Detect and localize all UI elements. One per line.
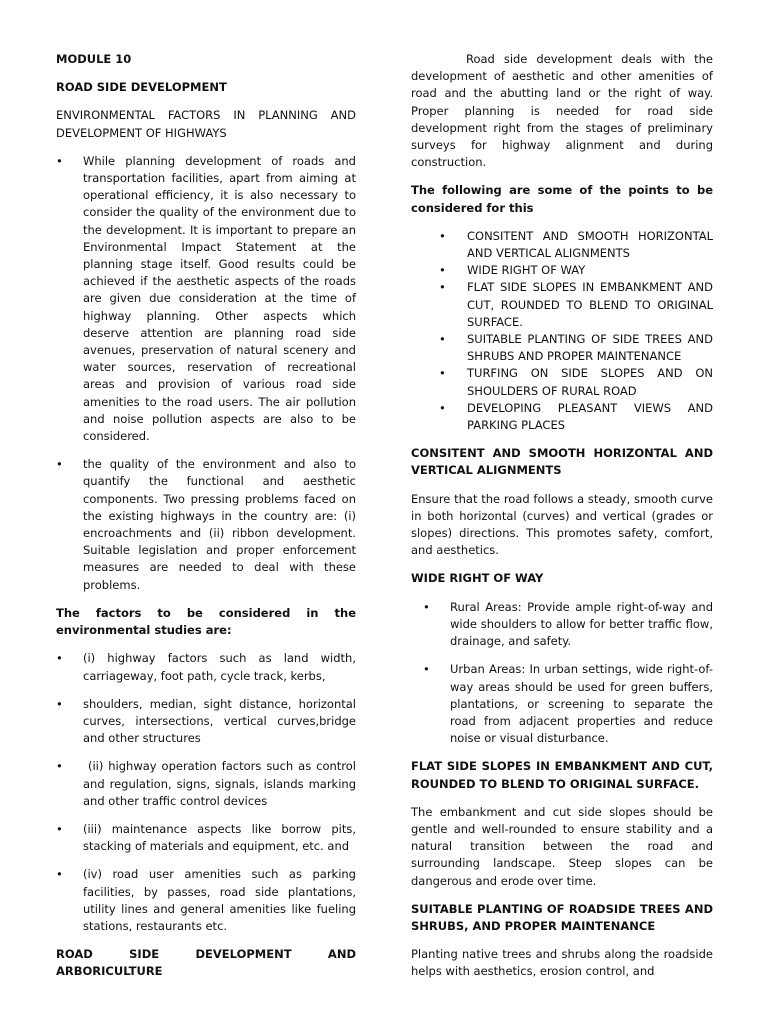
env-heading: ENVIRONMENTAL FACTORS IN PLANNING AND DEVELOPMENT OF HIGHWAYS [56, 108, 356, 140]
alignment-paragraph: Ensure that the road follows a steady, smooth curve in both horizontal (curves) and vertical (grades or slopes) directions. This promotes safety, comfort, and aesthetics. [411, 491, 713, 558]
list-item: • CONSITENT AND SMOOTH HORIZONTAL AND VERTICAL ALIGNMENTS [411, 228, 713, 262]
list-item: • Rural Areas: Provide ample right-of-way and wide shoulders to allow for better traffic flow, drainage, and safety. [411, 599, 713, 651]
list-item: • (iv) road user amenities such as parking facilities, by passes, road side plantations, utility lines and general amenities like fueling stations, restaurants etc. [56, 866, 356, 935]
list-item: • While planning development of roads and transportation facilities, apart from aiming at operational efficiency, it is also necessary to consider the quality of the environment due to the development. It is important to prepare an Environmental Impact Statement at the planning stage itself. Good results could be achieved if the aesthetic aspects of the roads are given due consideration at the time of highway planning. Other aspects which deserve attention are planning road side avenues, preservation of natural scenery and water sources, reservation of recreational areas and provision of various road side amenities to the road users. The air pollution and noise pollution aspects are also to be considered. [56, 153, 356, 445]
list-item: • (i) highway factors such as land width, carriageway, foot path, cycle track, kerbs, [56, 650, 356, 684]
list-item: • DEVELOPING PLEASANT VIEWS AND PARKING PLACES [411, 400, 713, 434]
list-item: • Urban Areas: In urban settings, wide right-of-way areas should be used for green buffers, plantations, or screening to separate the road from adjacent properties and reduce noise or visual disturbance. [411, 661, 713, 747]
page-title: ROAD SIDE DEVELOPMENT [56, 80, 227, 95]
env-bullet-list [56, 153, 356, 594]
points-heading: The following are some of the points to be considered for this [411, 183, 713, 215]
list-item: • the quality of the environment and also to quantify the functional and aesthetic components. Two pressing problems faced on the existing highways in the country are: (i) encroachments and (ii) ribbon development. Suitable legislation and proper enforcement measures are needed to deal with these problems. [56, 456, 356, 594]
factors-heading: The factors to be considered in the environmental studies are: [56, 605, 356, 638]
wide-row-bullet-list [411, 599, 713, 748]
planting-paragraph: Planting native trees and shrubs along the roadside helps with aesthetics, erosion control, and [411, 947, 713, 979]
list-item: • SUITABLE PLANTING OF SIDE TREES AND SHRUBS AND PROPER MAINTENANCE [411, 331, 713, 365]
slopes-heading: FLAT SIDE SLOPES IN EMBANKMENT AND CUT, ROUNDED TO BLEND TO ORIGINAL SURFACE. [411, 759, 713, 791]
factors-bullet-list [56, 650, 360, 935]
left-column [56, 51, 360, 992]
intro-paragraph: Road side development deals with the development of aesthetic and other amenities of road and the abutting land or the right of way. Proper planning is needed for road side development right from the stages of preliminary surveys for highway alignment and during construction. [411, 52, 713, 170]
list-item: • TURFING ON SIDE SLOPES AND ON SHOULDERS OF RURAL ROAD [411, 365, 713, 399]
points-bullet-list [411, 228, 713, 434]
slopes-paragraph: The embankment and cut side slopes should be gentle and well-rounded to ensure stability and a natural transition between the road and surrounding landscape. Steep slopes can be dangerous and erode over time. [411, 804, 713, 888]
module-label: MODULE 10 [56, 52, 132, 66]
arboriculture-heading: ROAD SIDE DEVELOPMENT AND ARBORICULTURE [56, 947, 356, 979]
list-item: • (ii) highway operation factors such as control and regulation, signs, signals, islands marking and other traffic control devices [56, 758, 356, 810]
list-item: • FLAT SIDE SLOPES IN EMBANKMENT AND CUT, ROUNDED TO BLEND TO ORIGINAL SURFACE. [411, 279, 713, 331]
list-item: • (iii) maintenance aspects like borrow pits, stacking of materials and equipment, etc. and [56, 821, 356, 855]
wide-row-heading: WIDE RIGHT OF WAY [411, 571, 544, 586]
list-item: • shoulders, median, sight distance, horizontal curves, intersections, vertical curves,bridge and other structures [56, 696, 356, 748]
planting-heading: SUITABLE PLANTING OF ROADSIDE TREES AND SHRUBS, AND PROPER MAINTENANCE [411, 901, 713, 933]
right-column [411, 51, 713, 992]
list-item: • WIDE RIGHT OF WAY [411, 262, 713, 279]
alignment-heading: CONSITENT AND SMOOTH HORIZONTAL AND VERTICAL ALIGNMENTS [411, 446, 713, 478]
